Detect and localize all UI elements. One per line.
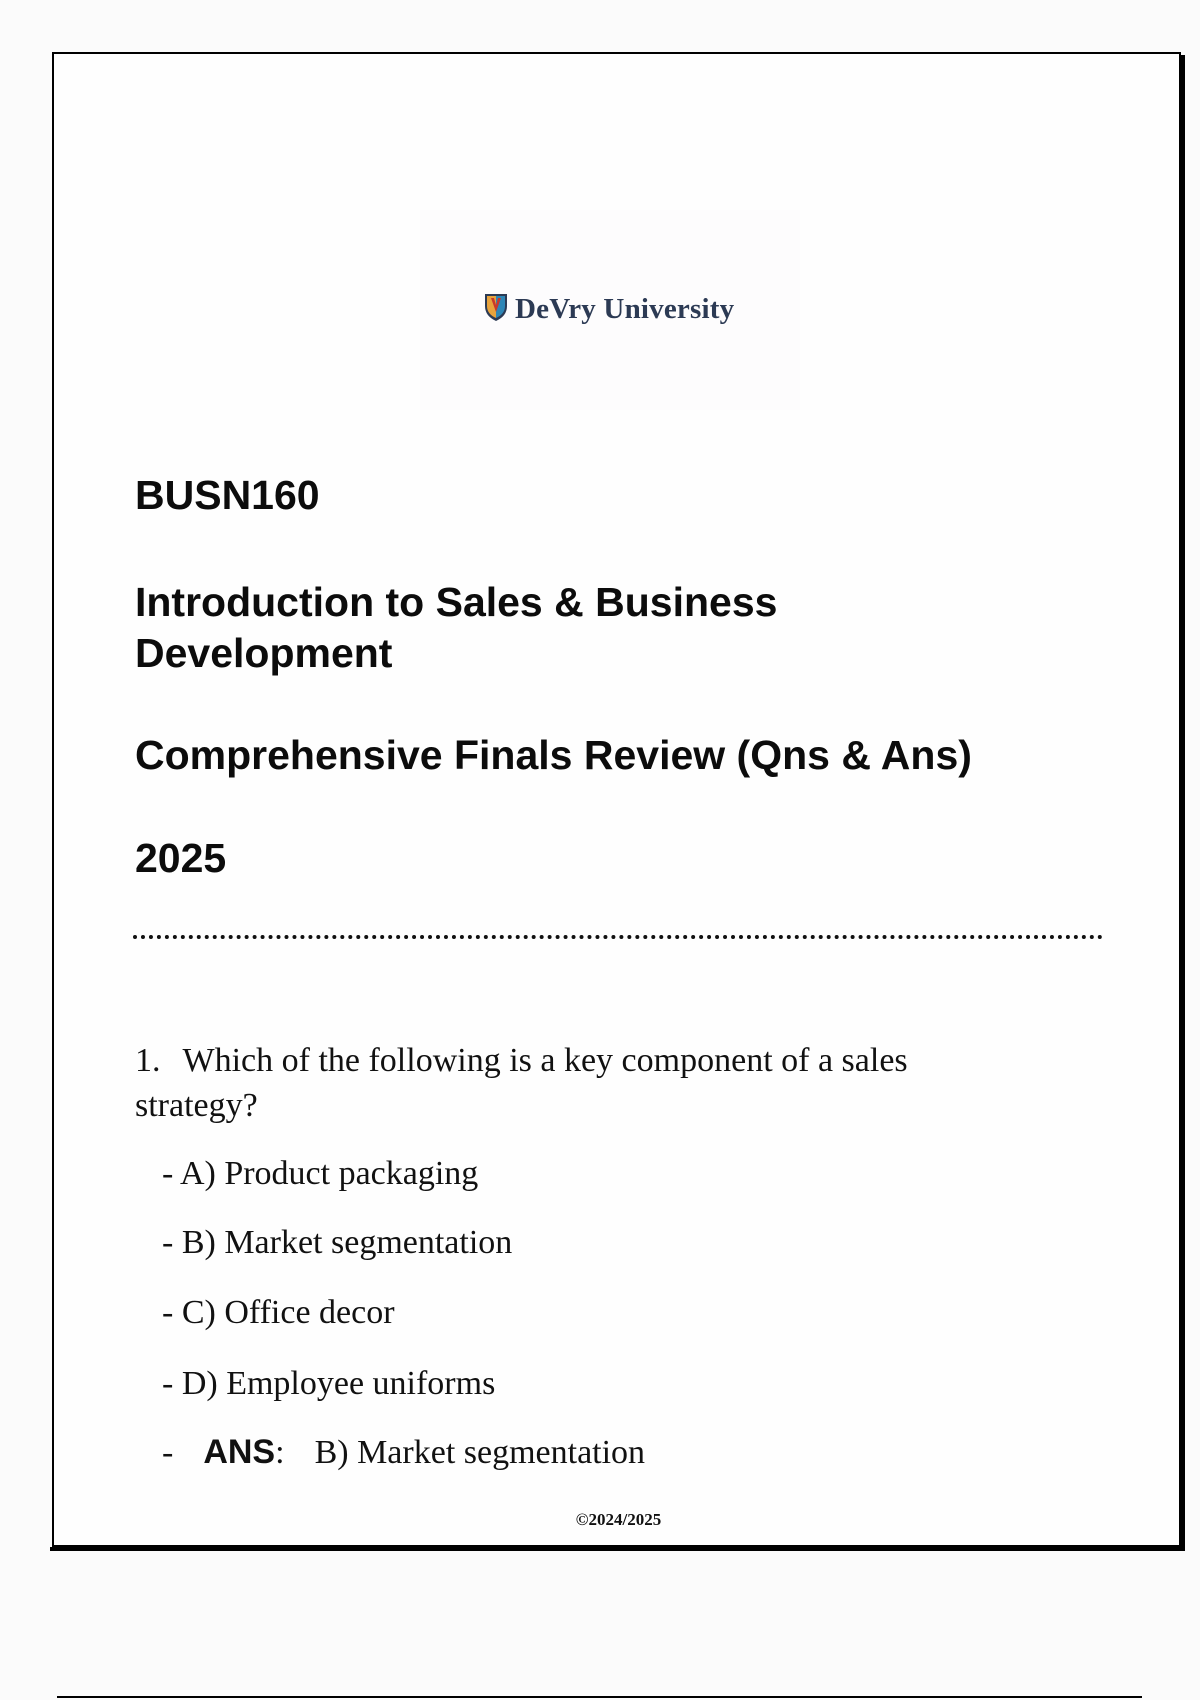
option-b: - B) Market segmentation [162, 1224, 513, 1261]
devry-shield-icon [483, 292, 509, 327]
logo-text: DeVry University [515, 293, 735, 325]
question-number: 1. [135, 1042, 161, 1079]
answer-label: ANS [203, 1433, 276, 1471]
frame-shadow-bottom [50, 1547, 1185, 1551]
option-c: - C) Office decor [162, 1294, 395, 1331]
question-text [135, 1038, 1015, 1128]
answer-text: B) Market segmentation [314, 1434, 646, 1471]
course-year: 2025 [135, 835, 227, 881]
option-a: - A) Product packaging [162, 1155, 479, 1192]
course-code: BUSN160 [135, 472, 320, 518]
copyright: ©2024/2025 [575, 1510, 662, 1529]
answer-prefix: - [162, 1434, 174, 1471]
answer-line [162, 1432, 645, 1473]
dotted-divider [133, 935, 1103, 939]
frame-shadow-right [1181, 55, 1185, 1551]
bottom-rule [57, 1696, 1142, 1698]
devry-logo [483, 292, 734, 327]
course-title: Introduction to Sales & Business Development [135, 579, 778, 676]
option-d: - D) Employee uniforms [162, 1365, 496, 1402]
question-body: Which of the following is a key component of a sales strategy? [135, 1042, 908, 1124]
review-title: Comprehensive Finals Review (Qns & Ans) [135, 732, 972, 778]
answer-colon: : [275, 1434, 285, 1471]
